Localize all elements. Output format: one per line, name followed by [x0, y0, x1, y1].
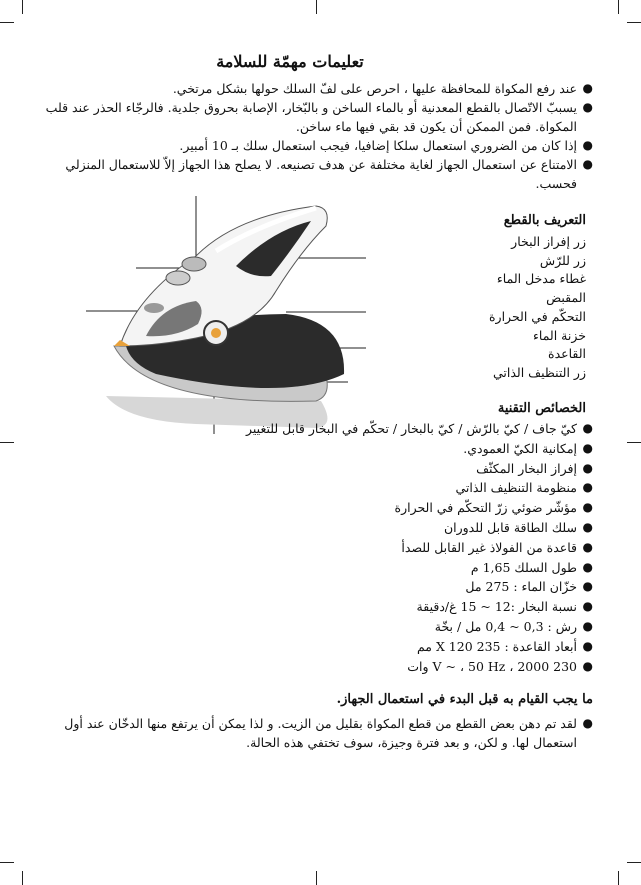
bullet-icon: ● [582, 81, 593, 95]
feature-text: إمكانية الكيّ العمودي. [463, 440, 577, 456]
bullet-icon: ● [582, 599, 593, 614]
bullet-icon: ● [582, 138, 593, 152]
part-label: زر إفراز البخار [511, 234, 586, 249]
part-label: زر التنظيف الذاتي [492, 364, 586, 380]
bullet-icon: ● [582, 539, 593, 554]
feature-item [173, 597, 593, 617]
safety-item [45, 155, 593, 193]
crop-mark [22, 871, 23, 885]
bullet-icon: ● [582, 480, 593, 495]
safety-item [45, 79, 593, 98]
crop-mark [618, 0, 619, 14]
crop-mark [627, 442, 641, 443]
bullet-icon: ● [582, 716, 593, 730]
part-label: غطاء مدخل الماء [496, 271, 586, 287]
feature-text: رش : 0,3 ~ 0,4 مل / بخّة [434, 618, 577, 634]
crop-mark [618, 871, 619, 885]
feature-item [173, 518, 593, 538]
before-use-text: لقد تم دهن بعض القطع من قطع المكواة بقليل من الزيت. و لذا يمكن أن يرتفع منها الدخّان عند أول استعمال لها. و لكن، و بعد فترة وجيزة، سوف تختفي هذه الحالة. [64, 716, 577, 750]
feature-text: إفراز البخار المكثّف [476, 460, 577, 476]
part-label: القاعدة [548, 346, 586, 362]
page-title: تعليمات مهمّة للسلامة [216, 52, 364, 71]
bullet-icon: ● [582, 100, 593, 114]
feature-text: كيّ جاف / كيّ بالرّش / كيّ بالبخار / تحكّم في البخار قابل للتغيير [246, 421, 577, 436]
bullet-icon: ● [582, 638, 593, 653]
feature-text: خزّان الماء : 275 مل [465, 579, 577, 595]
parts-list [489, 233, 586, 383]
bullet-icon: ● [582, 421, 593, 435]
feature-text: سلك الطاقة قابل للدوران [443, 519, 577, 535]
parts-heading: التعريف بالقطع [503, 213, 586, 228]
part-label: خزنة الماء [533, 327, 586, 343]
bullet-icon: ● [582, 440, 593, 455]
crop-mark [0, 442, 14, 443]
feature-text: أبعاد القاعدة : 235 X 120 مم [416, 638, 577, 654]
before-use-list [45, 714, 593, 752]
safety-text: الامتناع عن استعمال الجهاز لغاية مختلفة عن هدف تصنيعه. لا يصلح هذا الجهاز إلاّ للاستعمال المنزلي فحسب. [65, 157, 577, 191]
safety-text: إذا كان من الضروري استعمال سلكا إضافيا، فيجب استعمال سلك بـ 10 أمبير. [179, 138, 577, 153]
feature-item [173, 637, 593, 657]
bullet-icon: ● [582, 460, 593, 475]
feature-item [173, 538, 593, 558]
crop-mark [316, 0, 317, 14]
bullet-icon: ● [582, 559, 593, 574]
feature-item [173, 558, 593, 578]
feature-item [173, 657, 593, 677]
bullet-icon: ● [582, 157, 593, 171]
feature-text: قاعدة من الفولاذ غير القابل للصدأ [401, 539, 577, 555]
bullet-icon: ● [582, 519, 593, 534]
part-label: التحكّم في الحرارة [489, 308, 586, 324]
feature-text: 230 V ~ ، 50 Hz ، 2000 وات [407, 658, 577, 674]
features-heading: الخصائص التقنية [497, 401, 586, 416]
feature-item [173, 419, 593, 439]
before-use-heading: ما يجب القيام به قبل البدء في استعمال الجهاز. [336, 692, 593, 707]
feature-item [173, 577, 593, 597]
feature-item [173, 617, 593, 637]
features-list [173, 419, 593, 676]
feature-item [173, 459, 593, 479]
bullet-icon: ● [582, 579, 593, 594]
safety-item [45, 136, 593, 155]
crop-mark [0, 862, 14, 863]
crop-mark [316, 871, 317, 885]
steam-iron-illustration [86, 196, 376, 436]
bullet-icon: ● [582, 500, 593, 515]
crop-mark [0, 22, 14, 23]
safety-list [45, 79, 593, 193]
part-label: المقبض [546, 290, 586, 306]
feature-text: مؤشّر ضوئي زرّ التحكّم في الحرارة [394, 500, 577, 516]
feature-text: طول السلك 1,65 م [470, 559, 577, 575]
bullet-icon: ● [582, 618, 593, 633]
crop-mark [627, 22, 641, 23]
feature-text: نسبة البخار :12 ~ 15 غ/دقيقة [416, 599, 577, 615]
feature-item [173, 478, 593, 498]
crop-mark [22, 0, 23, 14]
feature-text: منظومة التنظيف الذاتي [455, 480, 577, 496]
safety-item [45, 98, 593, 136]
feature-item [173, 498, 593, 518]
safety-text: يسببّ الاتّصال بالقطع المعدنية أو بالماء الساخن و بالبّخار، الإصابة بحروق جلدية. فالرجّاء الحذر عند قلب المكواة. فمن الممكن أن يكون قد بقي فيها ماء ساخن. [45, 100, 577, 134]
crop-mark [627, 862, 641, 863]
part-label: زر للرّش [539, 252, 586, 268]
bullet-icon: ● [582, 658, 593, 673]
safety-text: عند رفع المكواة للمحافظة عليها ، احرص على لفّ السلك حولها بشكل مرتخي. [172, 81, 577, 96]
before-use-item [45, 714, 593, 752]
feature-item [173, 439, 593, 459]
